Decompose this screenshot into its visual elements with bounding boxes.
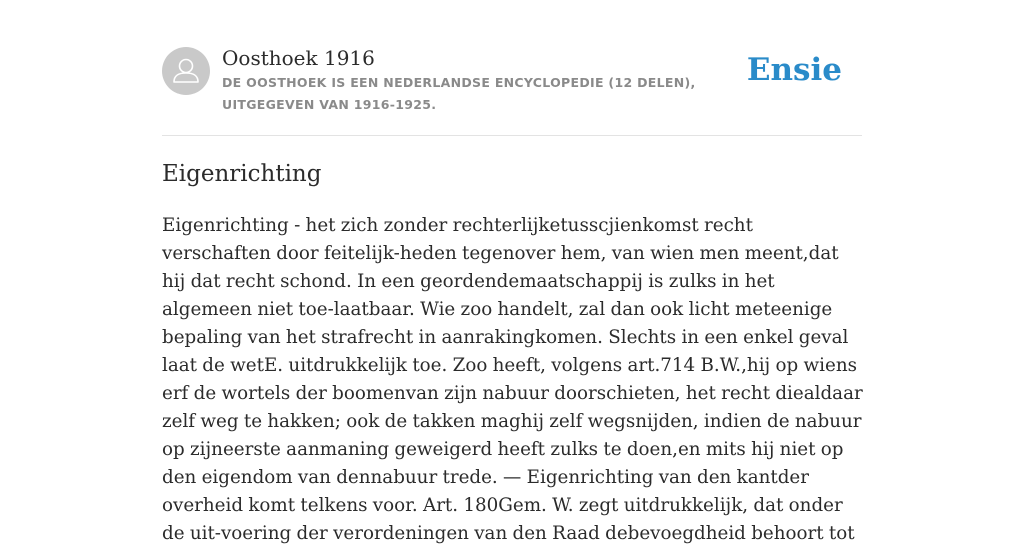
source-header [162,46,862,136]
article-title: Eigenrichting [162,161,322,187]
article-body: Eigenrichting - het zich zonder rechterlijketusscjienkomst recht verschaften door feitelijk-heden tegenover hem, van wien men meent,dat hij dat recht schond. In een geordendemaatschappij is zulks in het algemeen niet toe-laatbaar. Wie zoo handelt, zal dan ook licht meteenige bepaling van het strafrecht in aanrakingkomen. Slechts in een enkel geval laat de wetE. uitdrukkelijk toe. Zoo heeft, volgens art.714 B.W.,hij op wiens erf de wortels der boomenvan zijn nabuur doorschieten, het recht diealdaar zelf weg te hakken; ook de takken maghij zelf wegsnijden, indien de nabuur op zijneerste aanmaning geweigerd heeft zulks te doen,en mits hij niet op den eigendom van dennabuur trede. — Eigenrichting van den kantder overheid komt telkens voor. Art. 180Gem. W. zegt uitdrukkelijk, dat onder de uit-voering der verordeningen van den Raad debevoegdheid behoort tot [162,215,863,544]
source-description: DE OOSTHOEK IS EEN NEDERLANDSE ENCYCLOPEDIE (12 DELEN), UITGEGEVEN VAN 1916-1925. [222,75,696,112]
brand-logo[interactable]: Ensie [746,52,842,88]
source-title[interactable]: Oosthoek 1916 [222,46,375,70]
user-silhouette-icon [162,47,210,95]
avatar[interactable] [162,47,210,95]
divider [162,135,862,136]
